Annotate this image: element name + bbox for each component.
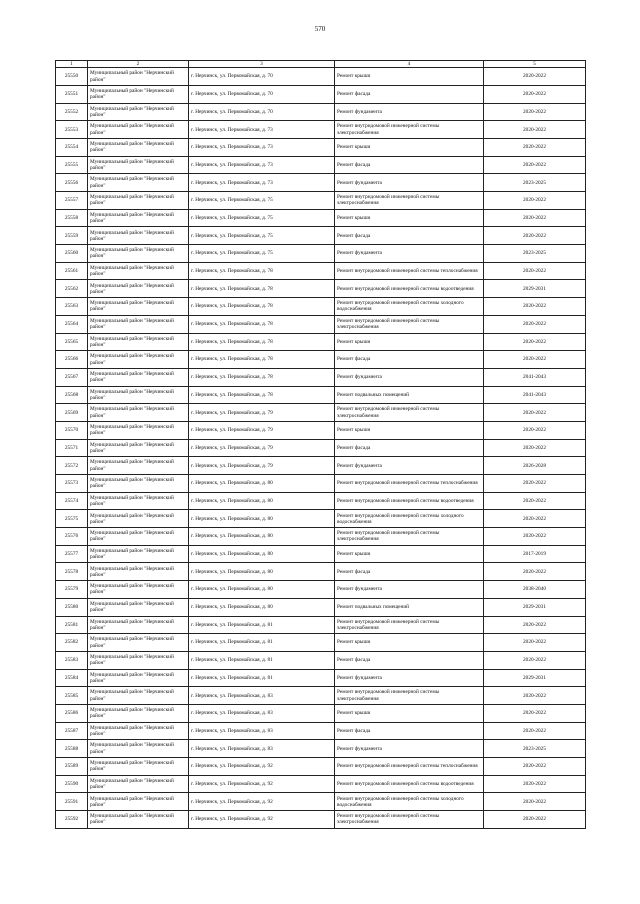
work-type-cell: Ремонт подвальных помещений [335, 598, 484, 616]
row-number-cell: 25561 [56, 262, 88, 280]
row-number-cell: 25591 [56, 793, 88, 811]
territory-cell: Муниципальный район "Нерчинский район" [88, 634, 189, 652]
table-row [56, 492, 586, 510]
row-number-cell: 25567 [56, 368, 88, 386]
period-cell: 2020-2022 [484, 262, 586, 280]
table-row [56, 651, 586, 669]
table-row [56, 722, 586, 740]
row-number-cell: 25588 [56, 740, 88, 758]
address-cell: г. Нерчинск, ул. Первомайская, д. 73 [189, 156, 335, 174]
work-type-cell: Ремонт внутридомовой инженерной системы электроснабжения [335, 687, 484, 705]
address-cell: г. Нерчинск, ул. Первомайская, д. 80 [189, 598, 335, 616]
work-type-cell: Ремонт фундамента [335, 669, 484, 687]
address-cell: г. Нерчинск, ул. Первомайская, д. 75 [189, 245, 335, 263]
table-row [56, 68, 586, 86]
header-cell: 4 [335, 61, 484, 68]
work-type-cell: Ремонт фасада [335, 227, 484, 245]
period-cell: 2023-2025 [484, 174, 586, 192]
row-number-cell: 25587 [56, 722, 88, 740]
territory-cell: Муниципальный район "Нерчинский район" [88, 545, 189, 563]
table-row [56, 704, 586, 722]
work-type-cell: Ремонт крыши [335, 138, 484, 156]
row-number-cell: 25550 [56, 68, 88, 86]
address-cell: г. Нерчинск, ул. Первомайская, д. 78 [189, 351, 335, 369]
work-type-cell: Ремонт внутридомовой инженерной системы холодного водоснабжения [335, 298, 484, 316]
row-number-cell: 25566 [56, 351, 88, 369]
header-cell: 2 [88, 61, 189, 68]
address-cell: г. Нерчинск, ул. Первомайская, д. 83 [189, 722, 335, 740]
row-number-cell: 25580 [56, 598, 88, 616]
row-number-cell: 25571 [56, 439, 88, 457]
row-number-cell: 25562 [56, 280, 88, 298]
row-number-cell: 25576 [56, 528, 88, 546]
period-cell: 2020-2022 [484, 298, 586, 316]
row-number-cell: 25554 [56, 138, 88, 156]
row-number-cell: 25582 [56, 634, 88, 652]
territory-cell: Муниципальный район "Нерчинский район" [88, 351, 189, 369]
period-cell: 2020-2022 [484, 811, 586, 829]
territory-cell: Муниципальный район "Нерчинский район" [88, 404, 189, 422]
table-row [56, 315, 586, 333]
territory-cell: Муниципальный район "Нерчинский район" [88, 598, 189, 616]
address-cell: г. Нерчинск, ул. Первомайская, д. 79 [189, 439, 335, 457]
address-cell: г. Нерчинск, ул. Первомайская, д. 75 [189, 227, 335, 245]
territory-cell: Муниципальный район "Нерчинский район" [88, 704, 189, 722]
territory-cell: Муниципальный район "Нерчинский район" [88, 616, 189, 634]
address-cell: г. Нерчинск, ул. Первомайская, д. 78 [189, 262, 335, 280]
work-type-cell: Ремонт внутридомовой инженерной системы теплоснабжения [335, 262, 484, 280]
territory-cell: Муниципальный район "Нерчинский район" [88, 103, 189, 121]
row-number-cell: 25560 [56, 245, 88, 263]
table-row [56, 510, 586, 528]
address-cell: г. Нерчинск, ул. Первомайская, д. 80 [189, 475, 335, 493]
work-type-cell: Ремонт фундамента [335, 174, 484, 192]
work-type-cell: Ремонт внутридомовой инженерной системы водоотведения [335, 775, 484, 793]
territory-cell: Муниципальный район "Нерчинский район" [88, 457, 189, 475]
address-cell: г. Нерчинск, ул. Первомайская, д. 80 [189, 492, 335, 510]
table-row [56, 138, 586, 156]
territory-cell: Муниципальный район "Нерчинский район" [88, 811, 189, 829]
address-cell: г. Нерчинск, ул. Первомайская, д. 78 [189, 333, 335, 351]
territory-cell: Муниципальный район "Нерчинский район" [88, 192, 189, 210]
table-row [56, 227, 586, 245]
territory-cell: Муниципальный район "Нерчинский район" [88, 121, 189, 139]
address-cell: г. Нерчинск, ул. Первомайская, д. 92 [189, 793, 335, 811]
address-cell: г. Нерчинск, ул. Первомайская, д. 80 [189, 581, 335, 599]
period-cell: 2020-2022 [484, 528, 586, 546]
row-number-cell: 25578 [56, 563, 88, 581]
row-number-cell: 25551 [56, 85, 88, 103]
table-row [56, 262, 586, 280]
address-cell: г. Нерчинск, ул. Первомайская, д. 75 [189, 192, 335, 210]
table-row [56, 386, 586, 404]
address-cell: г. Нерчинск, ул. Первомайская, д. 78 [189, 386, 335, 404]
table-row [56, 598, 586, 616]
row-number-cell: 25559 [56, 227, 88, 245]
territory-cell: Муниципальный район "Нерчинский район" [88, 280, 189, 298]
period-cell: 2020-2022 [484, 722, 586, 740]
period-cell: 2029-2031 [484, 669, 586, 687]
territory-cell: Муниципальный район "Нерчинский район" [88, 315, 189, 333]
table-row [56, 192, 586, 210]
period-cell: 2017-2019 [484, 545, 586, 563]
territory-cell: Муниципальный район "Нерчинский район" [88, 439, 189, 457]
period-cell: 2020-2022 [484, 510, 586, 528]
period-cell: 2020-2022 [484, 475, 586, 493]
address-cell: г. Нерчинск, ул. Первомайская, д. 79 [189, 457, 335, 475]
table-row [56, 174, 586, 192]
table-row [56, 528, 586, 546]
work-type-cell: Ремонт внутридомовой инженерной системы холодного водоснабжения [335, 510, 484, 528]
table-row [56, 280, 586, 298]
row-number-cell: 25586 [56, 704, 88, 722]
period-cell: 2020-2022 [484, 121, 586, 139]
table-row [56, 333, 586, 351]
row-number-cell: 25583 [56, 651, 88, 669]
header-cell: 3 [189, 61, 335, 68]
territory-cell: Муниципальный район "Нерчинский район" [88, 669, 189, 687]
territory-cell: Муниципальный район "Нерчинский район" [88, 298, 189, 316]
works-table [55, 60, 586, 829]
territory-cell: Муниципальный район "Нерчинский район" [88, 68, 189, 86]
period-cell: 2029-2031 [484, 598, 586, 616]
territory-cell: Муниципальный район "Нерчинский район" [88, 510, 189, 528]
address-cell: г. Нерчинск, ул. Первомайская, д. 70 [189, 85, 335, 103]
territory-cell: Муниципальный район "Нерчинский район" [88, 492, 189, 510]
work-type-cell: Ремонт фасада [335, 351, 484, 369]
territory-cell: Муниципальный район "Нерчинский район" [88, 333, 189, 351]
table-row [56, 404, 586, 422]
work-type-cell: Ремонт внутридомовой инженерной системы холодного водоснабжения [335, 793, 484, 811]
table-row [56, 793, 586, 811]
address-cell: г. Нерчинск, ул. Первомайская, д. 78 [189, 315, 335, 333]
address-cell: г. Нерчинск, ул. Первомайская, д. 78 [189, 280, 335, 298]
period-cell: 2041-2043 [484, 368, 586, 386]
table-row [56, 121, 586, 139]
period-cell: 2020-2022 [484, 227, 586, 245]
address-cell: г. Нерчинск, ул. Первомайская, д. 92 [189, 811, 335, 829]
row-number-cell: 25552 [56, 103, 88, 121]
work-type-cell: Ремонт фасада [335, 439, 484, 457]
row-number-cell: 25575 [56, 510, 88, 528]
work-type-cell: Ремонт фасада [335, 651, 484, 669]
table-row [56, 368, 586, 386]
period-cell: 2020-2022 [484, 404, 586, 422]
territory-cell: Муниципальный район "Нерчинский район" [88, 475, 189, 493]
territory-cell: Муниципальный район "Нерчинский район" [88, 758, 189, 776]
period-cell: 2038-2040 [484, 581, 586, 599]
work-type-cell: Ремонт внутридомовой инженерной системы водоотведения [335, 280, 484, 298]
territory-cell: Муниципальный район "Нерчинский район" [88, 85, 189, 103]
page-number: 570 [314, 25, 326, 33]
territory-cell: Муниципальный район "Нерчинский район" [88, 528, 189, 546]
row-number-cell: 25590 [56, 775, 88, 793]
table-row [56, 687, 586, 705]
period-cell: 2020-2022 [484, 421, 586, 439]
period-cell: 2020-2022 [484, 138, 586, 156]
row-number-cell: 25581 [56, 616, 88, 634]
table-row [56, 103, 586, 121]
period-cell: 2020-2022 [484, 704, 586, 722]
period-cell: 2020-2022 [484, 492, 586, 510]
work-type-cell: Ремонт внутридомовой инженерной системы теплоснабжения [335, 475, 484, 493]
address-cell: г. Нерчинск, ул. Первомайская, д. 80 [189, 528, 335, 546]
period-cell: 2029-2031 [484, 280, 586, 298]
period-cell: 2020-2022 [484, 85, 586, 103]
row-number-cell: 25589 [56, 758, 88, 776]
territory-cell: Муниципальный район "Нерчинский район" [88, 651, 189, 669]
address-cell: г. Нерчинск, ул. Первомайская, д. 79 [189, 404, 335, 422]
work-type-cell: Ремонт крыши [335, 421, 484, 439]
table-row [56, 209, 586, 227]
address-cell: г. Нерчинск, ул. Первомайская, д. 83 [189, 687, 335, 705]
table-row [56, 616, 586, 634]
header-cell: 5 [484, 61, 586, 68]
period-cell: 2020-2022 [484, 687, 586, 705]
table-row [56, 775, 586, 793]
period-cell: 2020-2022 [484, 616, 586, 634]
table-row [56, 298, 586, 316]
row-number-cell: 25573 [56, 475, 88, 493]
work-type-cell: Ремонт крыши [335, 68, 484, 86]
table-row [56, 457, 586, 475]
work-type-cell: Ремонт крыши [335, 634, 484, 652]
territory-cell: Муниципальный район "Нерчинский район" [88, 386, 189, 404]
period-cell: 2020-2022 [484, 156, 586, 174]
row-number-cell: 25555 [56, 156, 88, 174]
header-cell: 1 [56, 61, 88, 68]
territory-cell: Муниципальный район "Нерчинский район" [88, 156, 189, 174]
territory-cell: Муниципальный район "Нерчинский район" [88, 563, 189, 581]
work-type-cell: Ремонт внутридомовой инженерной системы электроснабжения [335, 121, 484, 139]
territory-cell: Муниципальный район "Нерчинский район" [88, 227, 189, 245]
table-row [56, 669, 586, 687]
address-cell: г. Нерчинск, ул. Первомайская, д. 70 [189, 103, 335, 121]
work-type-cell: Ремонт крыши [335, 545, 484, 563]
work-type-cell: Ремонт крыши [335, 209, 484, 227]
row-number-cell: 25565 [56, 333, 88, 351]
address-cell: г. Нерчинск, ул. Первомайская, д. 92 [189, 775, 335, 793]
period-cell: 2020-2022 [484, 68, 586, 86]
table-row [56, 563, 586, 581]
row-number-cell: 25553 [56, 121, 88, 139]
address-cell: г. Нерчинск, ул. Первомайская, д. 81 [189, 634, 335, 652]
address-cell: г. Нерчинск, ул. Первомайская, д. 73 [189, 138, 335, 156]
row-number-cell: 25585 [56, 687, 88, 705]
territory-cell: Муниципальный район "Нерчинский район" [88, 262, 189, 280]
address-cell: г. Нерчинск, ул. Первомайская, д. 81 [189, 651, 335, 669]
table-row [56, 545, 586, 563]
address-cell: г. Нерчинск, ул. Первомайская, д. 78 [189, 298, 335, 316]
period-cell: 2020-2022 [484, 439, 586, 457]
table-row [56, 740, 586, 758]
row-number-cell: 25556 [56, 174, 88, 192]
row-number-cell: 25584 [56, 669, 88, 687]
territory-cell: Муниципальный район "Нерчинский район" [88, 793, 189, 811]
period-cell: 2020-2022 [484, 758, 586, 776]
period-cell: 2020-2022 [484, 209, 586, 227]
row-number-cell: 25563 [56, 298, 88, 316]
work-type-cell: Ремонт внутридомовой инженерной системы водоотведения [335, 492, 484, 510]
territory-cell: Муниципальный район "Нерчинский район" [88, 245, 189, 263]
row-number-cell: 25569 [56, 404, 88, 422]
period-cell: 2020-2022 [484, 634, 586, 652]
territory-cell: Муниципальный район "Нерчинский район" [88, 740, 189, 758]
row-number-cell: 25577 [56, 545, 88, 563]
territory-cell: Муниципальный район "Нерчинский район" [88, 421, 189, 439]
table-body [56, 61, 586, 829]
address-cell: г. Нерчинск, ул. Первомайская, д. 81 [189, 669, 335, 687]
period-cell: 2020-2022 [484, 793, 586, 811]
work-type-cell: Ремонт фундамента [335, 103, 484, 121]
address-cell: г. Нерчинск, ул. Первомайская, д. 80 [189, 563, 335, 581]
table-row [56, 581, 586, 599]
period-cell: 2020-2022 [484, 775, 586, 793]
work-type-cell: Ремонт внутридомовой инженерной системы электроснабжения [335, 528, 484, 546]
address-cell: г. Нерчинск, ул. Первомайская, д. 81 [189, 616, 335, 634]
table-row [56, 811, 586, 829]
row-number-cell: 25557 [56, 192, 88, 210]
territory-cell: Муниципальный район "Нерчинский район" [88, 687, 189, 705]
address-cell: г. Нерчинск, ул. Первомайская, д. 79 [189, 421, 335, 439]
period-cell: 2023-2025 [484, 740, 586, 758]
territory-cell: Муниципальный район "Нерчинский район" [88, 775, 189, 793]
row-number-cell: 25570 [56, 421, 88, 439]
row-number-cell: 25574 [56, 492, 88, 510]
work-type-cell: Ремонт внутридомовой инженерной системы электроснабжения [335, 192, 484, 210]
period-cell: 2020-2022 [484, 351, 586, 369]
work-type-cell: Ремонт фасада [335, 156, 484, 174]
work-type-cell: Ремонт крыши [335, 333, 484, 351]
address-cell: г. Нерчинск, ул. Первомайская, д. 73 [189, 174, 335, 192]
work-type-cell: Ремонт крыши [335, 704, 484, 722]
work-type-cell: Ремонт внутридомовой инженерной системы электроснабжения [335, 616, 484, 634]
row-number-cell: 25558 [56, 209, 88, 227]
work-type-cell: Ремонт фасада [335, 85, 484, 103]
row-number-cell: 25572 [56, 457, 88, 475]
address-cell: г. Нерчинск, ул. Первомайская, д. 75 [189, 209, 335, 227]
work-type-cell: Ремонт фундамента [335, 245, 484, 263]
row-number-cell: 25592 [56, 811, 88, 829]
work-type-cell: Ремонт подвальных помещений [335, 386, 484, 404]
address-cell: г. Нерчинск, ул. Первомайская, д. 80 [189, 545, 335, 563]
period-cell: 2041-2043 [484, 386, 586, 404]
table-row [56, 475, 586, 493]
period-cell: 2020-2022 [484, 651, 586, 669]
work-type-cell: Ремонт фундамента [335, 457, 484, 475]
period-cell: 2020-2022 [484, 333, 586, 351]
work-type-cell: Ремонт фундамента [335, 740, 484, 758]
row-number-cell: 25568 [56, 386, 88, 404]
address-cell: г. Нерчинск, ул. Первомайская, д. 80 [189, 510, 335, 528]
table-header-row [56, 61, 586, 68]
period-cell: 2020-2022 [484, 563, 586, 581]
work-type-cell: Ремонт внутридомовой инженерной системы электроснабжения [335, 404, 484, 422]
period-cell: 2023-2025 [484, 245, 586, 263]
work-type-cell: Ремонт фасада [335, 563, 484, 581]
territory-cell: Муниципальный район "Нерчинский район" [88, 138, 189, 156]
address-cell: г. Нерчинск, ул. Первомайская, д. 73 [189, 121, 335, 139]
work-type-cell: Ремонт фундамента [335, 581, 484, 599]
table-row [56, 351, 586, 369]
address-cell: г. Нерчинск, ул. Первомайская, д. 92 [189, 758, 335, 776]
work-type-cell: Ремонт фасада [335, 722, 484, 740]
period-cell: 2026-2028 [484, 457, 586, 475]
work-type-cell: Ремонт фундамента [335, 368, 484, 386]
table-row [56, 85, 586, 103]
table-row [56, 439, 586, 457]
territory-cell: Муниципальный район "Нерчинский район" [88, 368, 189, 386]
table-row [56, 156, 586, 174]
period-cell: 2020-2022 [484, 103, 586, 121]
period-cell: 2020-2022 [484, 315, 586, 333]
territory-cell: Муниципальный район "Нерчинский район" [88, 174, 189, 192]
address-cell: г. Нерчинск, ул. Первомайская, д. 83 [189, 740, 335, 758]
row-number-cell: 25579 [56, 581, 88, 599]
work-type-cell: Ремонт внутридомовой инженерной системы теплоснабжения [335, 758, 484, 776]
table-row [56, 634, 586, 652]
address-cell: г. Нерчинск, ул. Первомайская, д. 70 [189, 68, 335, 86]
address-cell: г. Нерчинск, ул. Первомайская, д. 78 [189, 368, 335, 386]
work-type-cell: Ремонт внутридомовой инженерной системы электроснабжения [335, 315, 484, 333]
table-row [56, 245, 586, 263]
territory-cell: Муниципальный район "Нерчинский район" [88, 722, 189, 740]
address-cell: г. Нерчинск, ул. Первомайская, д. 83 [189, 704, 335, 722]
table-row [56, 758, 586, 776]
territory-cell: Муниципальный район "Нерчинский район" [88, 581, 189, 599]
work-type-cell: Ремонт внутридомовой инженерной системы электроснабжения [335, 811, 484, 829]
table-row [56, 421, 586, 439]
period-cell: 2020-2022 [484, 192, 586, 210]
territory-cell: Муниципальный район "Нерчинский район" [88, 209, 189, 227]
row-number-cell: 25564 [56, 315, 88, 333]
